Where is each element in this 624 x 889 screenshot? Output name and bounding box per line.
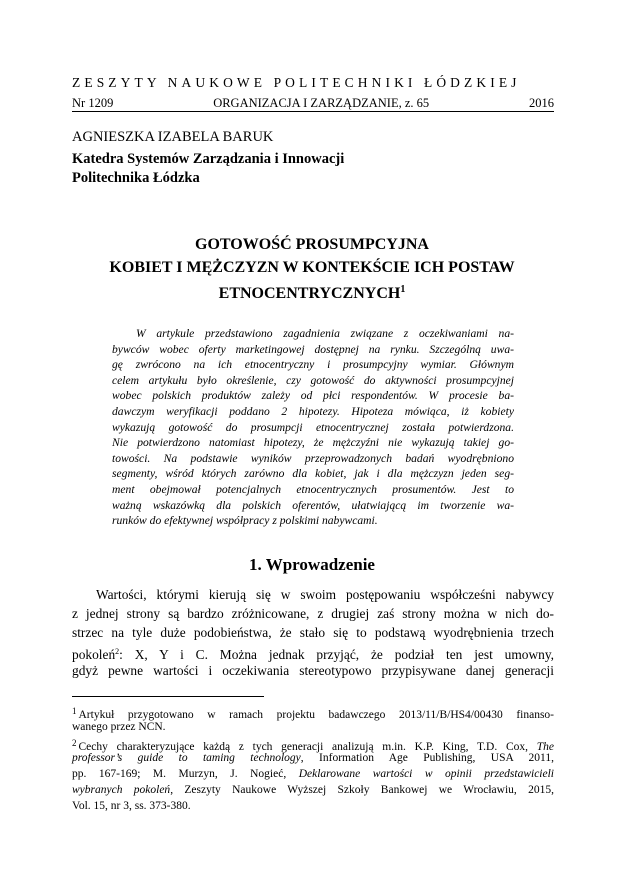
- issue-number: Nr 1209: [72, 96, 114, 110]
- footnote-2-pages-authors: pp. 167-169; M. Murzyn, J. Nogieć,: [72, 768, 287, 781]
- abstract-line: wykazują gotowość do prosumpcji etnocentrycznej została potwierdzona.: [112, 420, 514, 434]
- abstract-line: wobec polskich produktów zależy od płci respondentów. W procesie ba-: [112, 389, 514, 403]
- header-rule: [72, 111, 554, 112]
- abstract-line: dawczym weryfikacji poddano 2 hipotezy. Hipoteza mówiąca, iż kobiety: [112, 404, 514, 418]
- body-line: z jednej strony są bardzo zróżnicowane, z drugiej zaś strony można w nich do-: [72, 606, 554, 621]
- author-name: AGNIESZKA IZABELA BARUK: [72, 129, 274, 145]
- paper-title-line-1: GOTOWOŚĆ PROSUMPCYJNA: [195, 236, 429, 253]
- body-paragraph: [72, 585, 554, 680]
- abstract-line: segmenty, wśród których zarówno dla kobiet, jak i dla mężczyzn jeden seg-: [112, 467, 514, 481]
- footnote-2-journal: , Zeszyty Naukowe Wyższej Szkoły Bankowej we Wrocławiu, 2015,: [170, 783, 554, 796]
- abstract-line: Nie potwierdzono natomiast hipotezy, że mężczyźni nie wykazują takiej go-: [112, 436, 514, 450]
- footnote-rule: [72, 696, 264, 697]
- footnote-1-line: wanego przez NCN.: [72, 720, 166, 733]
- footnote-2-line: [72, 751, 554, 767]
- paper-title-line-3: [60, 280, 564, 304]
- abstract-line: bywców wobec oferty marketingowej dostępnej na rynku. Szczególną uwa-: [112, 342, 514, 356]
- abstract-line: W artykule przedstawiono zagadnienia związane z oczekiwaniami na-: [136, 327, 514, 340]
- journal-title: ZESZYTY NAUKOWE POLITECHNIKI ŁÓDZKIEJ: [72, 75, 521, 90]
- footnote-2-text: Cechy charakteryzujące każdą z tych generacji analizują m.in. K.P. King, T.D. Cox,: [78, 740, 529, 753]
- body-footnote-mark: 2: [115, 647, 120, 656]
- footnotes: [72, 704, 554, 815]
- abstract-line: towości. Na podstawie wyników przeprowadzonych badań wyodrębniono: [112, 451, 514, 465]
- section-heading: 1. Wprowadzenie: [249, 555, 375, 574]
- body-line: strzec na tyle duże podobieństwa, że stało się to podstawą wyodrębnienia trzech: [72, 625, 554, 640]
- body-line-4-start: pokoleń: [72, 647, 116, 662]
- footnote-2-line: [72, 736, 554, 752]
- abstract-line: gę zwrócono na ich etnocentryczny i prosumpcyjny wymiar. Głównym: [112, 358, 514, 372]
- footnote-2-line: [72, 767, 554, 783]
- footnote-2-mark: 2: [72, 737, 77, 748]
- body-line-4-rest: : X, Y i C. Można jednak przyjąć, że podział ten jest umowny,: [119, 647, 554, 662]
- paper-title-line-3-text: ETNOCENTRYCZNYCH: [218, 285, 401, 302]
- abstract-line: runków do efektywnej współpracy z polskimi nabywcami.: [112, 514, 378, 528]
- body-line: Wartości, którymi kierują się w swoim postępowaniu współcześni nabywcy: [96, 587, 554, 602]
- footnote-1-line: [72, 704, 554, 720]
- footnote-2-book-title: The: [536, 740, 555, 753]
- abstract-line: ważną wskazówką dla polskich oferentów, ułatwiającą im tworzenie wa-: [112, 498, 514, 512]
- paper-title-line-2: KOBIET I MĘŻCZYZN W KONTEKŚCIE ICH POSTAW: [109, 259, 515, 276]
- abstract-line: ment obejmował potencjalnych etnocentrycznych prosumentów. Jest to: [112, 482, 514, 496]
- abstract-line: celem artykułu było określenie, czy gotowość do aktywności prosumpcyjnej: [112, 373, 514, 387]
- body-line: [72, 642, 554, 661]
- footnote-2-line: [72, 783, 554, 799]
- footnote-2-article-title-cont: wybranych pokoleń: [72, 783, 171, 796]
- issue-info-row: [72, 96, 554, 110]
- footnote-1-mark: 1: [72, 706, 77, 716]
- footnote-1-text: Artykuł przygotowano w ramach projektu badawczego 2013/11/B/HS4/00430 finanso-: [78, 709, 554, 721]
- series-name: ORGANIZACJA I ZARZĄDZANIE, z. 65: [213, 96, 430, 110]
- footnote-2-line: Vol. 15, nr 3, ss. 373-380.: [72, 799, 191, 812]
- author-university: Politechnika Łódzka: [72, 170, 200, 186]
- issue-year: 2016: [529, 96, 554, 110]
- footnote-2-book-title-cont: professor’s guide to taming technology: [72, 752, 301, 765]
- body-line: gdyż pewne wartości i oczekiwania stereotypowo przypisywane danej generacji: [72, 663, 554, 678]
- title-footnote-mark: 1: [400, 284, 406, 295]
- author-department: Katedra Systemów Zarządzania i Innowacji: [72, 151, 345, 167]
- footnote-2-publisher: , Information Age Publishing, USA 2011,: [300, 752, 554, 765]
- abstract: [112, 326, 514, 529]
- footnote-2-article-title: Deklarowane wartości w opinii przedstawicieli: [298, 768, 554, 781]
